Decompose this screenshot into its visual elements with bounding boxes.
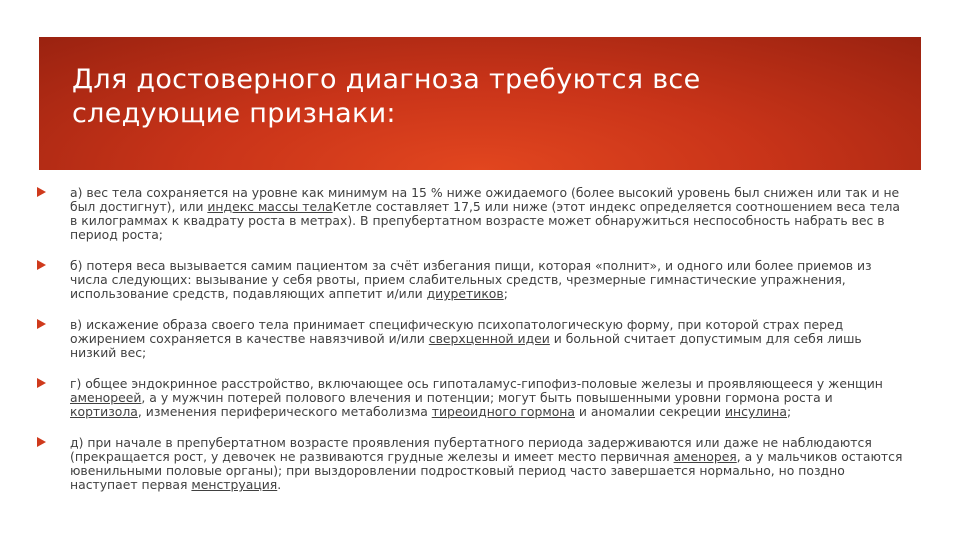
text-segment: а) вес тела сохраняется на уровне как минимум на 15 % ниже ожидаемого (более высокий уровень был снижен или так и не был достигнут), или xyxy=(70,185,900,214)
right-margin xyxy=(921,0,960,540)
text-segment: . xyxy=(277,477,282,492)
bullet-text xyxy=(70,185,900,242)
text-segment: д) при начале в препубертатном возрасте проявления пубертатного периода задерживаются или даже не наблюдаются (прекращается рост, у девочек не развиваются грудные железы и имеет место первичная xyxy=(70,435,872,464)
term-link[interactable]: кортизола xyxy=(70,404,138,419)
triangle-bullet-icon xyxy=(37,260,46,270)
text-segment: и больной считает допустимым для себя лишь низкий вес; xyxy=(70,331,862,360)
triangle-bullet-icon xyxy=(37,437,46,447)
text-segment: ; xyxy=(503,286,508,301)
text-segment: в) искажение образа своего тела принимает специфическую психопатологическую форму, при которой страх перед ожирением сохраняется в качестве навязчивой и/или xyxy=(70,317,844,346)
term-link[interactable]: сверхценной идеи xyxy=(428,331,550,346)
bullet-text xyxy=(70,317,862,360)
text-segment: б) потеря веса вызывается самим пациентом за счёт избегания пищи, которая «полнит», и одного или более приемов из числа следующих: вызывание у себя рвоты, прием слабительных средств, чрезмерные гимнастические упражнения, использование средств, подавляющих аппетит и/или xyxy=(70,258,872,301)
bullet-list xyxy=(37,186,907,509)
triangle-bullet-icon xyxy=(37,319,46,329)
term-link[interactable]: диуретиков xyxy=(426,286,504,301)
term-link[interactable]: менструация xyxy=(191,477,278,492)
text-segment: г) общее эндокринное расстройство, включающее ось гипоталамус-гипофиз-половые железы и проявляющееся у женщин xyxy=(70,376,883,391)
bullet-text xyxy=(70,258,872,301)
text-segment: и аномалии секреции xyxy=(574,404,725,419)
bullet-item-b xyxy=(37,259,907,301)
term-link[interactable]: аменореей xyxy=(70,390,142,405)
slide-title: Для достоверного диагноза требуются все следующие признаки: xyxy=(72,64,701,129)
term-link[interactable]: аменорея xyxy=(673,449,737,464)
text-segment: , изменения периферического метаболизма xyxy=(137,404,432,419)
text-segment: ; xyxy=(786,404,792,419)
text-segment: Кетле составляет 17,5 или ниже (этот индекс определяется соотношением веса тела в килограммах к квадрату роста в метрах). В препубертатном возрасте может обнаружиться неспособность набрать вес в период роста; xyxy=(70,199,901,242)
bullet-item-v xyxy=(37,318,907,360)
bullet-text xyxy=(70,376,883,419)
term-link[interactable]: индекс массы тела xyxy=(207,199,333,214)
bullet-text xyxy=(70,435,902,492)
triangle-bullet-icon xyxy=(37,378,46,388)
left-margin xyxy=(0,0,39,540)
term-link[interactable]: тиреоидного гормона xyxy=(431,404,575,419)
text-segment: , а у мальчиков остаются ювенильными половые органы); при выздоровлении подростковый период часто завершается нормально, но поздно наступает первая xyxy=(70,449,903,492)
term-link[interactable]: инсулина xyxy=(724,404,787,419)
triangle-bullet-icon xyxy=(37,187,46,197)
bullet-item-a xyxy=(37,186,907,242)
text-segment: , а у мужчин потерей полового влечения и потенции; могут быть повышенными уровни гормона роста и xyxy=(141,390,833,405)
bullet-item-d xyxy=(37,436,907,492)
bullet-item-g xyxy=(37,377,907,419)
